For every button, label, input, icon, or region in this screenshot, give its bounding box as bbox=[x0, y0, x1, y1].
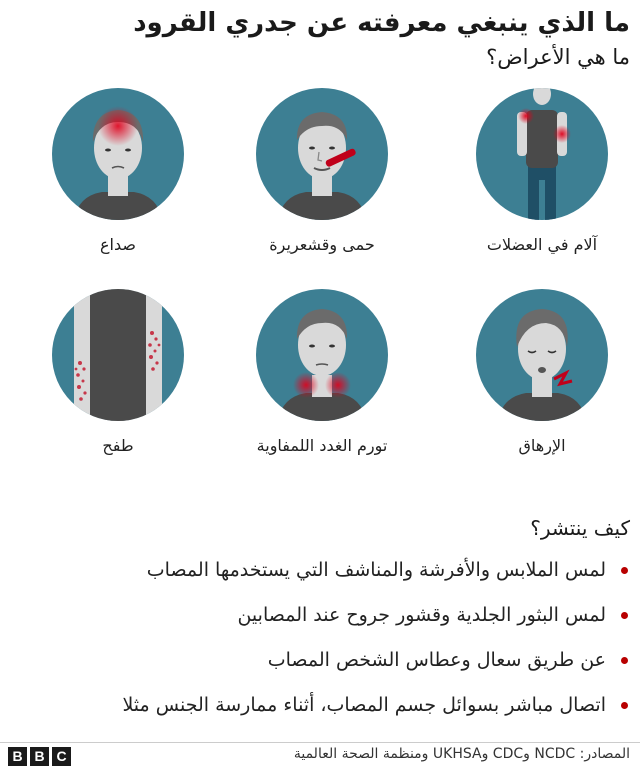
symptom-lymph-nodes bbox=[232, 289, 412, 489]
list-item: لمس البثور الجلدية وقشور جروح عند المصابين bbox=[10, 600, 630, 645]
symptom-rash bbox=[28, 289, 208, 489]
swollen-lymph-nodes-icon bbox=[256, 289, 388, 421]
symptom-label: طفح bbox=[102, 436, 134, 455]
exhaustion-icon bbox=[476, 289, 608, 421]
headache-icon bbox=[52, 88, 184, 220]
symptom-muscle-pain bbox=[452, 88, 632, 288]
bbc-logo bbox=[8, 747, 71, 766]
symptom-exhaustion bbox=[452, 289, 632, 489]
symptom-label: حمى وقشعريرة bbox=[269, 235, 375, 254]
rash-icon bbox=[52, 289, 184, 421]
symptom-label: آلام في العضلات bbox=[486, 235, 598, 254]
list-item: عن طريق سعال وعطاس الشخص المصاب bbox=[10, 645, 630, 690]
symptom-label: صداع bbox=[100, 235, 136, 254]
list-item: لمس الملابس والأفرشة والمناشف التي يستخدمها المصاب bbox=[10, 555, 630, 600]
footer-divider bbox=[0, 742, 640, 743]
source-note: المصادر: NCDC وCDC وUKHSA ومنظمة الصحة العالمية bbox=[293, 746, 630, 762]
bullet-icon bbox=[621, 612, 628, 619]
symptom-headache bbox=[28, 88, 208, 288]
spread-heading: كيف ينتشر؟ bbox=[530, 516, 630, 540]
symptom-label: تورم الغدد اللمفاوية bbox=[256, 436, 388, 455]
symptom-label: الإرهاق bbox=[518, 436, 566, 455]
symptom-fever bbox=[232, 88, 412, 288]
bullet-icon bbox=[621, 702, 628, 709]
bullet-icon bbox=[621, 567, 628, 574]
logo-letter: C bbox=[52, 747, 71, 766]
logo-letter: B bbox=[8, 747, 27, 766]
symptoms-heading: ما هي الأعراض؟ bbox=[486, 45, 630, 69]
page-title: ما الذي ينبغي معرفته عن جدري القرود bbox=[133, 8, 630, 38]
fever-chills-icon bbox=[256, 88, 388, 220]
muscle-pain-icon bbox=[476, 88, 608, 220]
spread-list bbox=[10, 555, 630, 735]
logo-letter: B bbox=[30, 747, 49, 766]
bullet-icon bbox=[621, 657, 628, 664]
list-item: اتصال مباشر بسوائل جسم المصاب، أثناء ممارسة الجنس مثلا bbox=[10, 690, 630, 735]
